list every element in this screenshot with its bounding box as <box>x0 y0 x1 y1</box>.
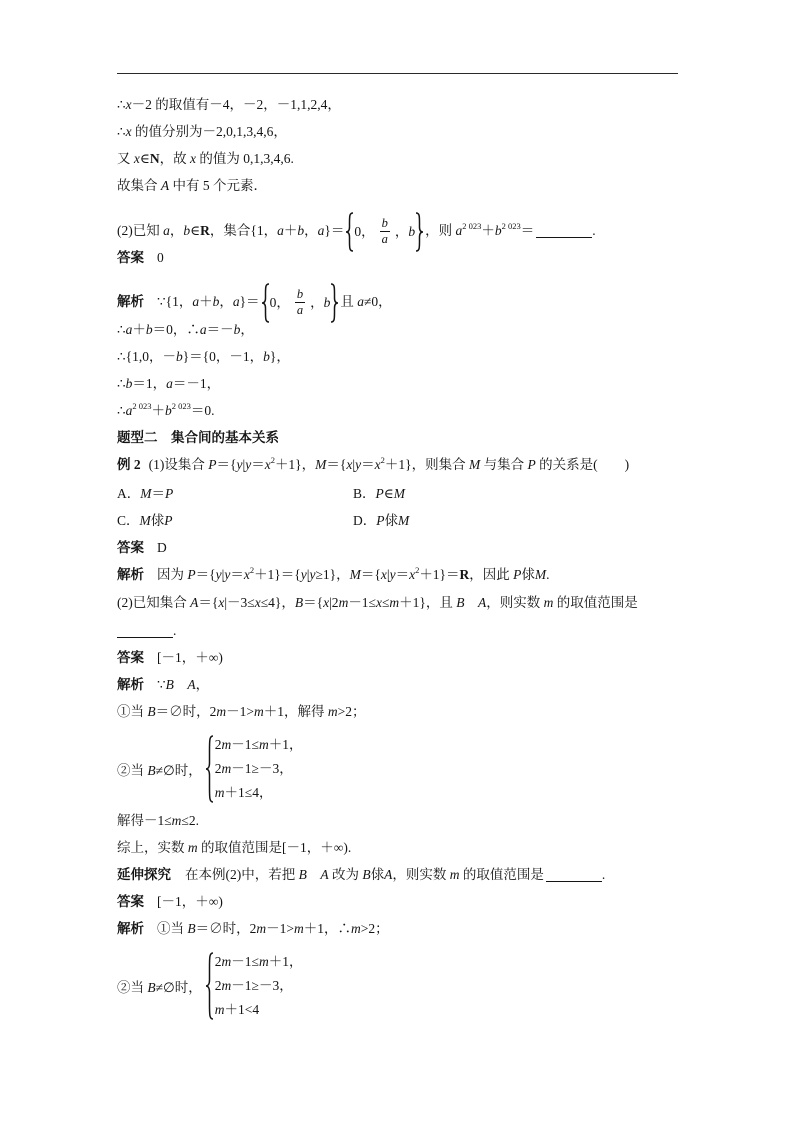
question-2-equals: ＝ <box>520 223 535 238</box>
system-row-2: 2m－1≥－3， <box>214 761 293 776</box>
math-variable: a <box>232 294 240 309</box>
solve-line: 解得－1≤m≤2. <box>117 813 199 828</box>
math-variable: x <box>133 151 140 166</box>
fraction-numerator <box>380 216 390 232</box>
example-2-question-1 <box>117 455 629 475</box>
system-row-3: m＋1≤4， <box>214 785 273 800</box>
case-1: ①当 B＝∅时，2m－1>m＋1，解得 m>2； <box>117 704 366 719</box>
analysis-step-4 <box>117 401 214 421</box>
math-variable: b <box>233 322 241 337</box>
solution-line-3 <box>117 149 294 169</box>
math-variable: A <box>478 595 487 610</box>
math-variable: B <box>165 677 174 692</box>
math-variable: M <box>393 486 406 501</box>
system-brace-icon <box>205 735 214 803</box>
math-variable: y <box>236 457 243 472</box>
analysis-label: 解析 <box>117 294 144 309</box>
math-variable: b <box>125 376 133 391</box>
option-label: A． <box>117 486 141 501</box>
math-variable: m <box>221 737 232 752</box>
question-end: . <box>601 867 606 882</box>
math-variable: M <box>349 567 361 582</box>
set-element-zero: 0， <box>354 223 375 239</box>
math-variable: a <box>317 223 325 238</box>
answer-line <box>117 538 167 558</box>
math-variable: a <box>277 223 284 238</box>
math-variable: A <box>190 595 199 610</box>
math-variable: B <box>362 867 371 882</box>
math-variable: x <box>380 567 387 582</box>
math-variable: a <box>125 322 133 337</box>
square-exponent: 2 <box>380 455 385 465</box>
fraction-denominator <box>382 232 388 247</box>
answer-blank <box>117 624 173 638</box>
answer-line <box>117 892 223 912</box>
analysis-step-1: ∴a＋b＝0，∴a＝－b， <box>117 322 254 337</box>
option-text: P俅M <box>376 513 410 528</box>
answer-label: 答案 <box>117 540 144 555</box>
math-variable: b <box>408 223 416 239</box>
math-variable: m <box>258 737 269 752</box>
square-exponent: 2 <box>415 565 420 575</box>
system-brace-icon <box>205 952 214 1020</box>
answer-value: [－1，＋∞) <box>157 650 223 665</box>
analysis-line <box>117 919 389 939</box>
math-variable: a <box>166 376 173 391</box>
question-2-prefix: (2)已知 a，b∈ <box>117 223 201 238</box>
math-variable: b <box>175 349 183 364</box>
math-variable: a <box>199 322 207 337</box>
math-variable: m <box>389 595 400 610</box>
math-variable: B <box>187 921 196 936</box>
analysis-set-right <box>261 282 340 324</box>
math-variable: y <box>355 457 362 472</box>
math-variable: m <box>254 704 264 719</box>
set-element-b: ，b <box>394 223 416 239</box>
analysis-premise-line <box>117 280 392 324</box>
brace-path <box>331 284 338 322</box>
solution-line-3-prefix: 又 x∈ <box>117 151 150 166</box>
math-variable: y <box>245 457 252 472</box>
math-variable: m <box>294 921 304 936</box>
fraction-numerator <box>295 287 305 303</box>
question-2-set-left: ，集合{1，a＋b，a}＝ <box>209 223 345 238</box>
analysis-prefix: 因为 P＝{y|y＝x <box>157 567 250 582</box>
example-2-q1-prefix: (1)设集合 P＝{y|y＝x <box>148 457 271 472</box>
math-variable: b <box>296 287 304 302</box>
solution-line-2: ∴x 的值分别为－2,0,1,3,4,6， <box>117 124 287 139</box>
math-variable: a <box>357 294 364 309</box>
math-variable: M <box>398 513 410 528</box>
math-variable: b <box>145 322 153 337</box>
question-2-then: ，则 a <box>425 223 463 238</box>
example-label: 例 2 <box>117 457 141 472</box>
brace-path <box>262 284 269 322</box>
square-exponent: 2 <box>270 455 275 465</box>
math-variable: B <box>147 763 156 778</box>
example-2-question-2-blank-line <box>117 621 176 641</box>
math-variable: a <box>296 303 304 318</box>
math-variable: m <box>216 704 227 719</box>
analysis-step-2: ∴{1,0，－b}＝{0，－1，b}， <box>117 349 290 364</box>
left-brace-icon <box>345 212 354 252</box>
math-variable: b <box>381 216 388 231</box>
math-variable: A <box>384 867 393 882</box>
option-b <box>353 484 405 504</box>
question-2-line <box>117 209 596 253</box>
math-variable: m <box>214 1002 225 1017</box>
option-a <box>117 484 173 504</box>
analysis-step-4-prefix: ∴a <box>117 403 133 418</box>
math-variable: x <box>125 97 132 112</box>
solution-line-3-suffix: ，故 x 的值为 0,1,3,4,6. <box>159 151 294 166</box>
analysis-premise: ∵B A， <box>157 677 210 692</box>
math-variable: A <box>320 867 329 882</box>
math-variable: b <box>183 223 191 238</box>
brace-path <box>206 953 213 1019</box>
math-variable: B <box>456 595 465 610</box>
math-variable: x <box>243 567 250 582</box>
analysis-line <box>117 565 550 585</box>
math-variable: m <box>187 840 198 855</box>
math-variable: x <box>409 567 416 582</box>
brace-path <box>206 736 213 802</box>
case-2-label: ②当 B≠∅时， <box>117 980 202 995</box>
option-text: P∈M <box>375 486 406 501</box>
question-2-plus: ＋b <box>481 223 502 238</box>
math-variable: x <box>346 457 353 472</box>
left-brace-icon <box>261 283 270 323</box>
real-number-set: R <box>459 567 470 582</box>
answer-label: 答案 <box>117 650 144 665</box>
set-element-zero: 0， <box>269 294 290 310</box>
math-variable: P <box>376 513 385 528</box>
header-rule <box>117 73 678 74</box>
math-variable: m <box>221 954 232 969</box>
question-2-set-right <box>345 211 424 253</box>
option-text: M俅P <box>139 513 173 528</box>
analysis-label: 解析 <box>117 677 144 692</box>
math-variable: a <box>163 223 170 238</box>
option-c <box>117 511 173 531</box>
system-row-1: 2m－1≤m＋1， <box>214 737 303 752</box>
math-variable: m <box>171 813 182 828</box>
math-variable: y <box>224 567 231 582</box>
set-element-b: ，b <box>310 294 331 310</box>
answer-value: 0 <box>157 250 164 265</box>
answer-label: 答案 <box>117 894 144 909</box>
math-variable: M <box>534 567 547 582</box>
math-variable: m <box>449 867 460 882</box>
math-variable: b <box>323 294 331 310</box>
math-variable: M <box>140 486 152 501</box>
math-variable: P <box>187 567 196 582</box>
math-variable: m <box>327 704 338 719</box>
fraction-b-over-a <box>295 287 305 318</box>
option-text: M＝P <box>140 486 174 501</box>
math-variable: x <box>125 124 132 139</box>
extension-question <box>117 865 605 885</box>
math-variable: x <box>218 595 225 610</box>
math-variable: x <box>374 457 381 472</box>
analysis-middle-2: ＋1}＝ <box>419 567 460 582</box>
math-variable: P <box>164 513 173 528</box>
math-variable: M <box>139 513 151 528</box>
system-rows <box>215 733 303 805</box>
math-variable: a <box>192 294 200 309</box>
section-title <box>117 428 279 448</box>
analysis-middle: ＋1}＝{y|y≥1}，M＝{x|y＝x <box>254 567 416 582</box>
math-variable: x <box>323 595 330 610</box>
fraction-b-over-a <box>380 216 390 247</box>
math-variable: m <box>543 595 554 610</box>
solution-line-4: 故集合 A 中有 5 个元素． <box>117 178 267 193</box>
math-variable: A <box>187 677 196 692</box>
math-variable: P <box>513 567 522 582</box>
math-variable: A <box>160 178 170 193</box>
math-variable: m <box>351 921 361 936</box>
math-variable: B <box>298 867 307 882</box>
math-variable: y <box>309 567 316 582</box>
math-variable: b <box>212 294 220 309</box>
real-number-set: R <box>200 223 210 238</box>
question-end: . <box>173 623 177 638</box>
math-variable: x <box>264 457 271 472</box>
case-2-system <box>117 733 302 805</box>
section-title-text: 题型二 集合间的基本关系 <box>117 430 279 445</box>
analysis-end: ，因此 P俅M. <box>469 567 550 582</box>
question-2-end: . <box>592 223 596 238</box>
math-variable: M <box>468 457 481 472</box>
math-variable: P <box>375 486 384 501</box>
answer-blank <box>536 224 592 238</box>
math-variable: y <box>389 567 396 582</box>
analysis-premise: ∵{1，a＋b，a}＝ <box>157 294 260 309</box>
square-exponent: 2 <box>249 565 255 575</box>
analysis-step-4-end: ＝0. <box>190 403 215 418</box>
answer-line <box>117 248 164 268</box>
solution-line-1: ∴x－2 的取值有－4，－2，－1,1,2,4， <box>117 97 341 112</box>
math-variable: b <box>164 403 172 418</box>
answer-value: D <box>157 540 167 555</box>
analysis-label: 解析 <box>117 921 144 936</box>
math-variable: m <box>338 595 349 610</box>
math-variable: B <box>294 595 304 610</box>
analysis-step-3: ∴b＝1，a＝－1， <box>117 376 221 391</box>
math-variable: a <box>381 232 388 247</box>
case-2-system <box>117 950 302 1022</box>
analysis-line <box>117 675 209 695</box>
fraction-denominator <box>297 303 303 318</box>
system-rows <box>215 950 303 1022</box>
math-variable: x <box>190 151 196 166</box>
analysis-condition: 且 a≠0， <box>340 294 392 309</box>
right-brace-icon <box>415 212 424 252</box>
conclusion-line: 综上，实数 m 的取值范围是[－1，＋∞). <box>117 840 352 855</box>
math-variable: b <box>263 349 270 364</box>
natural-number-set: N <box>149 151 160 166</box>
math-variable: P <box>208 457 217 472</box>
math-variable: m <box>258 954 269 969</box>
answer-blank <box>546 868 602 882</box>
option-label: C． <box>117 513 140 528</box>
exponent: 2 023 <box>501 221 521 231</box>
example-2-q1-end: ＋1}，则集合 M 与集合 P 的关系是( ) <box>384 457 630 472</box>
brace-path <box>416 213 423 251</box>
option-label: B． <box>353 486 376 501</box>
exponent: 2 023 <box>462 221 482 231</box>
answer-label: 答案 <box>117 250 144 265</box>
math-variable: y <box>300 567 307 582</box>
case-1: ①当 B＝∅时，2m－1>m＋1，∴m>2； <box>157 921 389 936</box>
math-variable: P <box>527 457 536 472</box>
math-variable: m <box>221 761 232 776</box>
math-variable: P <box>165 486 174 501</box>
math-variable: b <box>494 223 502 238</box>
analysis-step-4-plus: ＋b <box>151 403 172 418</box>
system-row-2: 2m－1≥－3， <box>214 978 293 993</box>
math-variable: M <box>315 457 327 472</box>
answer-value: [－1，＋∞) <box>157 894 223 909</box>
math-variable: B <box>147 704 156 719</box>
analysis-label: 解析 <box>117 567 144 582</box>
option-d <box>353 511 409 531</box>
brace-path <box>346 213 353 251</box>
math-variable: a <box>125 403 133 418</box>
system-row-1: 2m－1≤m＋1， <box>214 954 303 969</box>
math-variable: y <box>215 567 222 582</box>
example-2-q1-middle: ＋1}，M＝{x|y＝x <box>274 457 381 472</box>
math-variable: m <box>221 978 232 993</box>
answer-line <box>117 648 223 668</box>
example-2-question-2: (2)已知集合 A＝{x|－3≤x≤4}，B＝{x|2m－1≤x≤m＋1}，且 B A，则实数 m 的取值范围是 <box>117 595 638 610</box>
math-variable: a <box>455 223 463 238</box>
right-brace-icon <box>330 283 339 323</box>
math-variable: x <box>254 595 261 610</box>
case-2-label: ②当 B≠∅时， <box>117 763 202 778</box>
math-variable: B <box>147 980 156 995</box>
exponent: 2 023 <box>132 401 152 411</box>
math-variable: m <box>256 921 267 936</box>
math-variable: b <box>297 223 305 238</box>
option-label: D． <box>353 513 377 528</box>
extension-label: 延伸探究 <box>117 867 171 882</box>
math-variable: m <box>214 785 225 800</box>
system-row-3: m＋1<4 <box>214 1002 260 1017</box>
extension-question-text: 在本例(2)中，若把 B A 改为 B俅A，则实数 m 的取值范围是 <box>185 867 544 882</box>
math-variable: x <box>375 595 382 610</box>
exponent: 2 023 <box>171 401 191 411</box>
